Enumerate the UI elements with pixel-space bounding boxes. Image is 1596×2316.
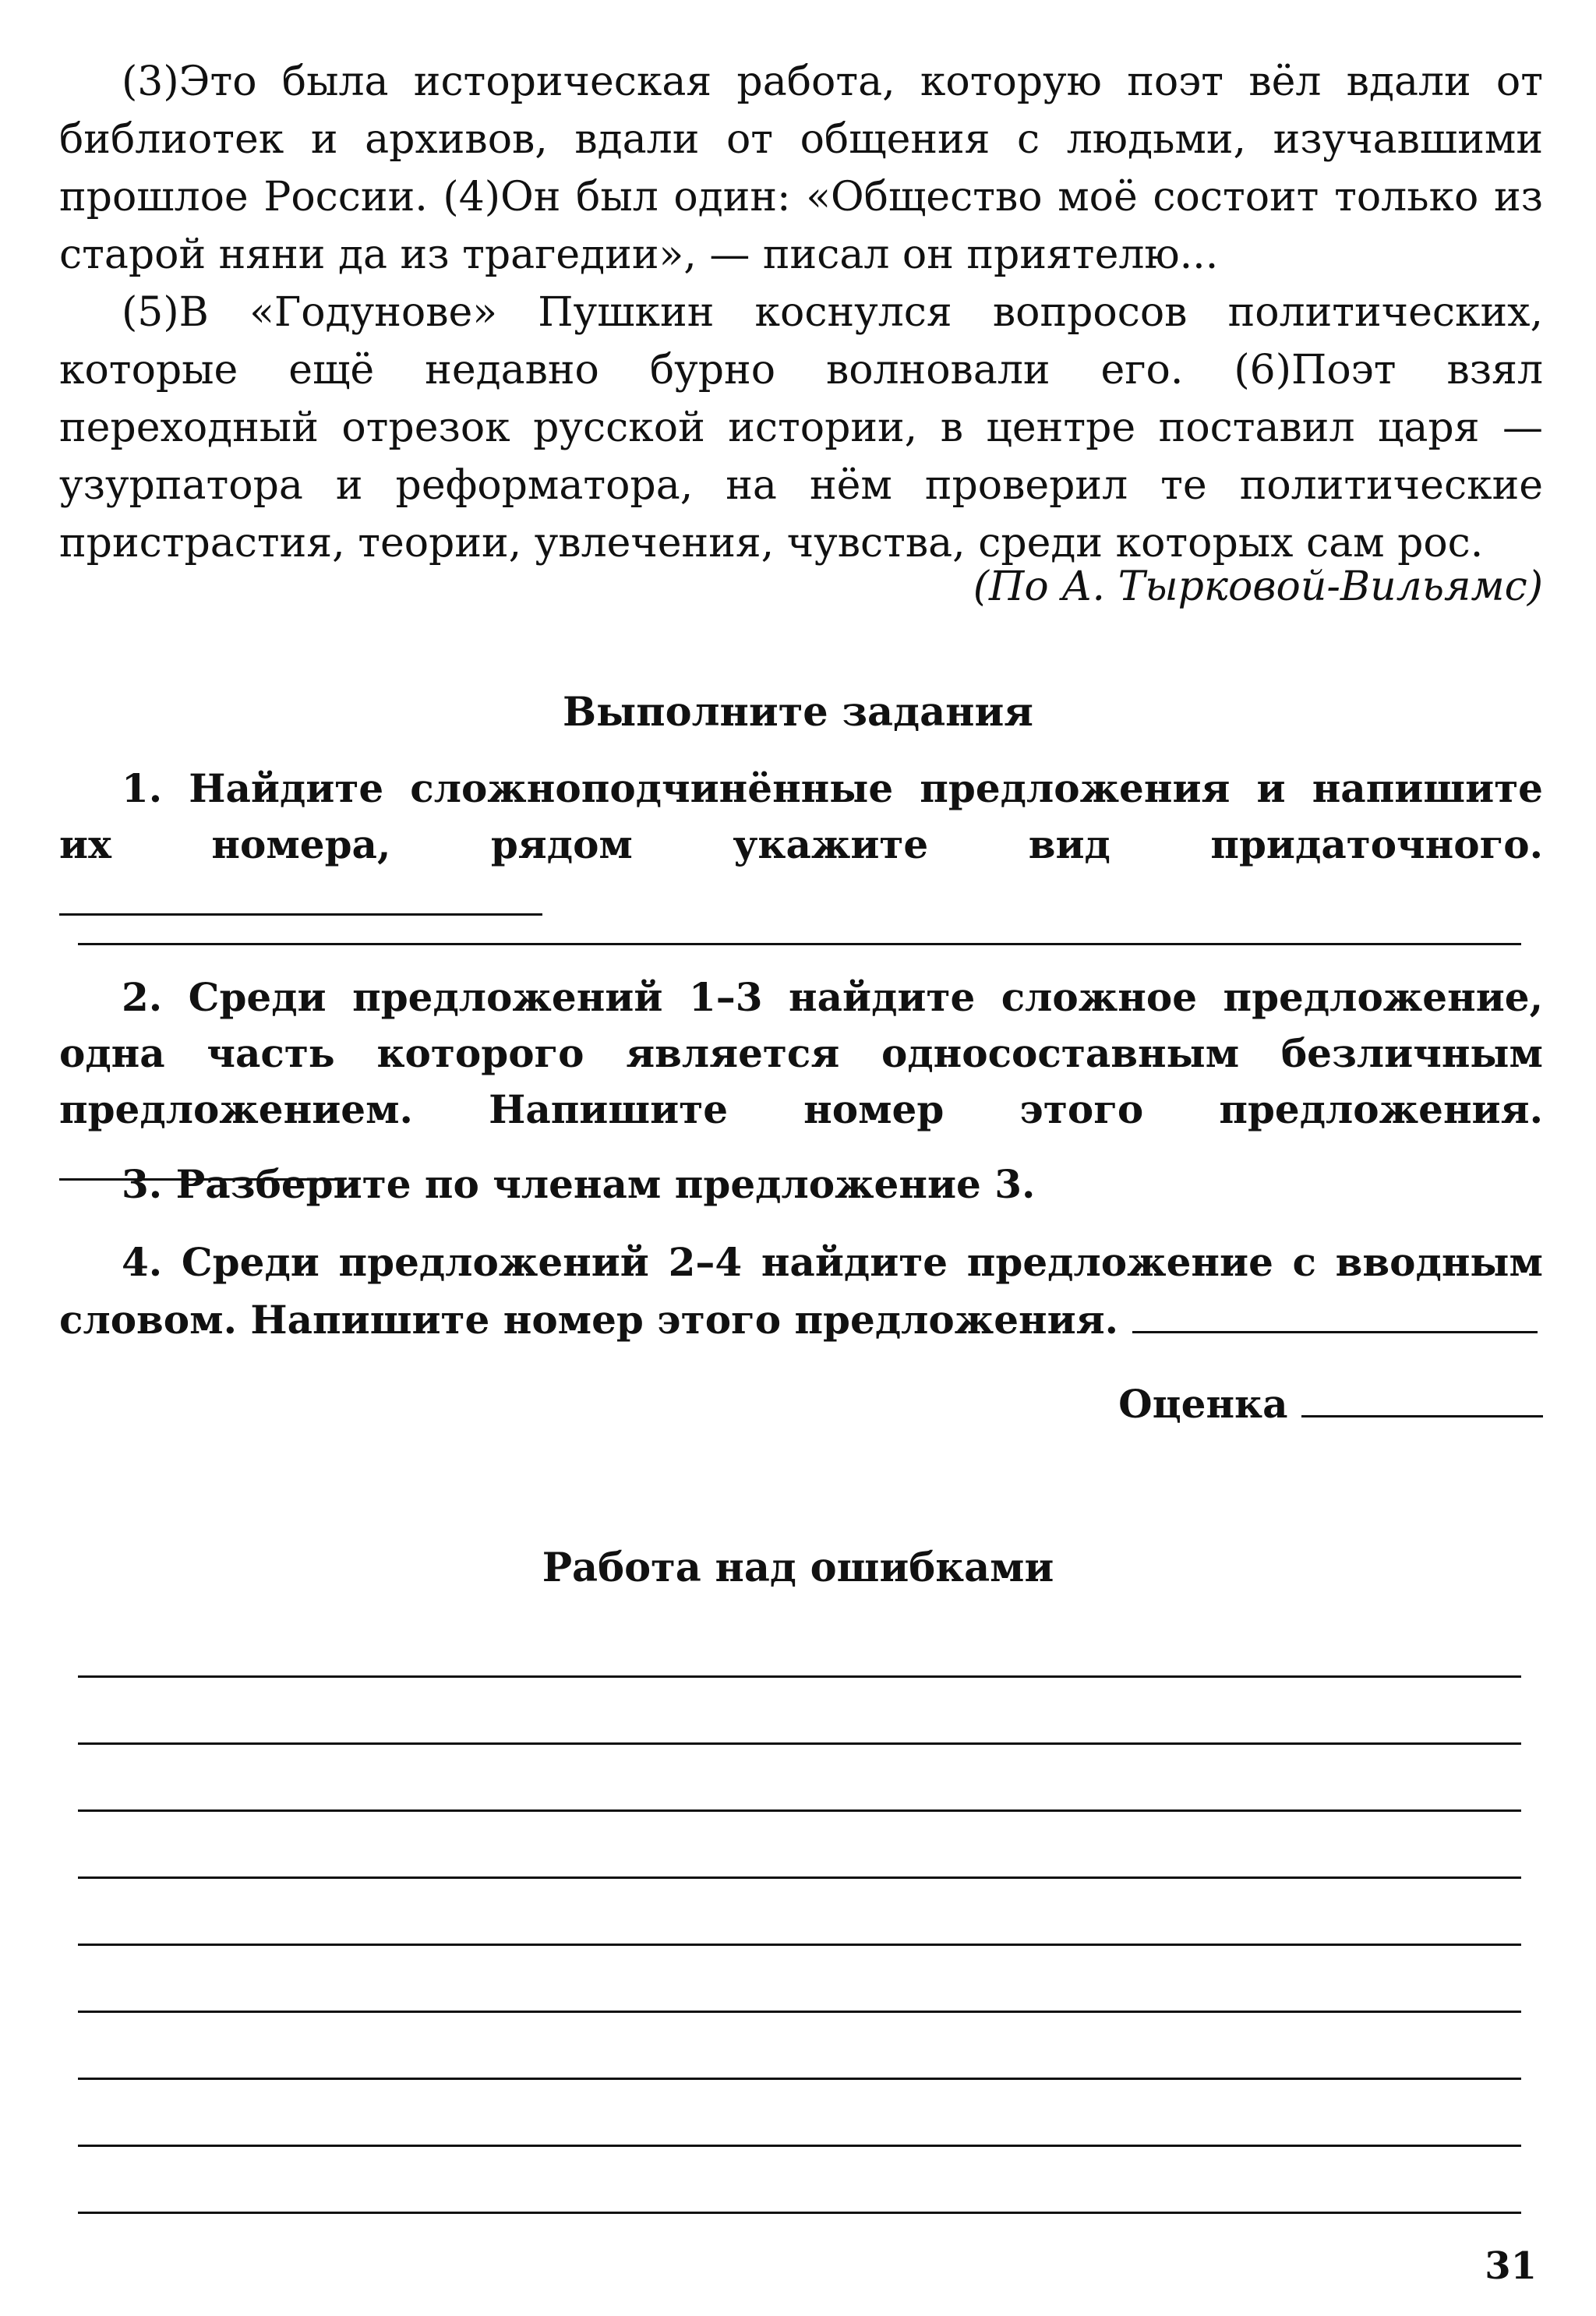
errors-line-5[interactable] — [78, 1944, 1521, 1946]
passage-paragraph-2: (5)В «Годунове» Пушкин коснулся вопросов политических, которые ещё недавно бурно волновали его. (6)Поэт взял переходный отрезок русской истории, в центре поставил царя — узурпатора и реформатора, на нём проверил те политические пристрастия, теории, увлечения, чувства, среди которых сам рос. — [59, 289, 1543, 567]
errors-line-2[interactable] — [78, 1742, 1521, 1745]
passage-attribution: (По А. Тырковой-Вильямс) — [973, 563, 1543, 610]
errors-line-7[interactable] — [78, 2078, 1521, 2080]
task-1-answer-line[interactable] — [59, 873, 542, 916]
grade-line[interactable] — [1301, 1375, 1543, 1417]
errors-line-1[interactable] — [78, 1675, 1521, 1678]
task-4-answer-line[interactable] — [1132, 1290, 1538, 1333]
task-2-text: 2. Среди предложений 1–3 найдите сложное предложение, одна часть которого является односоставным безличным предложением. Напишите номер этого предложения. — [59, 974, 1543, 1132]
errors-line-6[interactable] — [78, 2011, 1521, 2013]
task-4 — [59, 1234, 1543, 1348]
tasks-heading: Выполните задания — [563, 689, 1033, 736]
task-1-answer-line-2[interactable] — [78, 943, 1521, 945]
errors-line-8[interactable] — [78, 2145, 1521, 2147]
errors-line-4[interactable] — [78, 1876, 1521, 1879]
errors-heading: Работа над ошибками — [542, 1545, 1054, 1591]
task-3-text: 3. Разберите по членам предложение 3. — [122, 1161, 1036, 1207]
task-1 — [59, 761, 1543, 930]
task-1-text: 1. Найдите сложноподчинённые предложения и напишите их номера, рядом укажите вид придаточного. — [59, 765, 1543, 867]
passage — [59, 53, 1543, 572]
errors-line-3[interactable] — [78, 1809, 1521, 1812]
passage-paragraph-1: (3)Это была историческая работа, которую поэт вёл вдали от библиотек и архивов, вдали от общения с людьми, изучавшими прошлое России. (4)Он был один: «Общество моё состоит только из старой няни да из трагедии», — писал он приятелю... — [59, 58, 1543, 278]
page-number: 31 — [1485, 2244, 1537, 2288]
task-3 — [59, 1156, 1543, 1213]
grade — [1118, 1375, 1543, 1432]
grade-label: Оценка — [1118, 1381, 1288, 1427]
task-4-text: 4. Среди предложений 2–4 найдите предложение с вводным словом. Напишите номер этого предложения. — [59, 1239, 1543, 1343]
errors-line-9[interactable] — [78, 2212, 1521, 2214]
